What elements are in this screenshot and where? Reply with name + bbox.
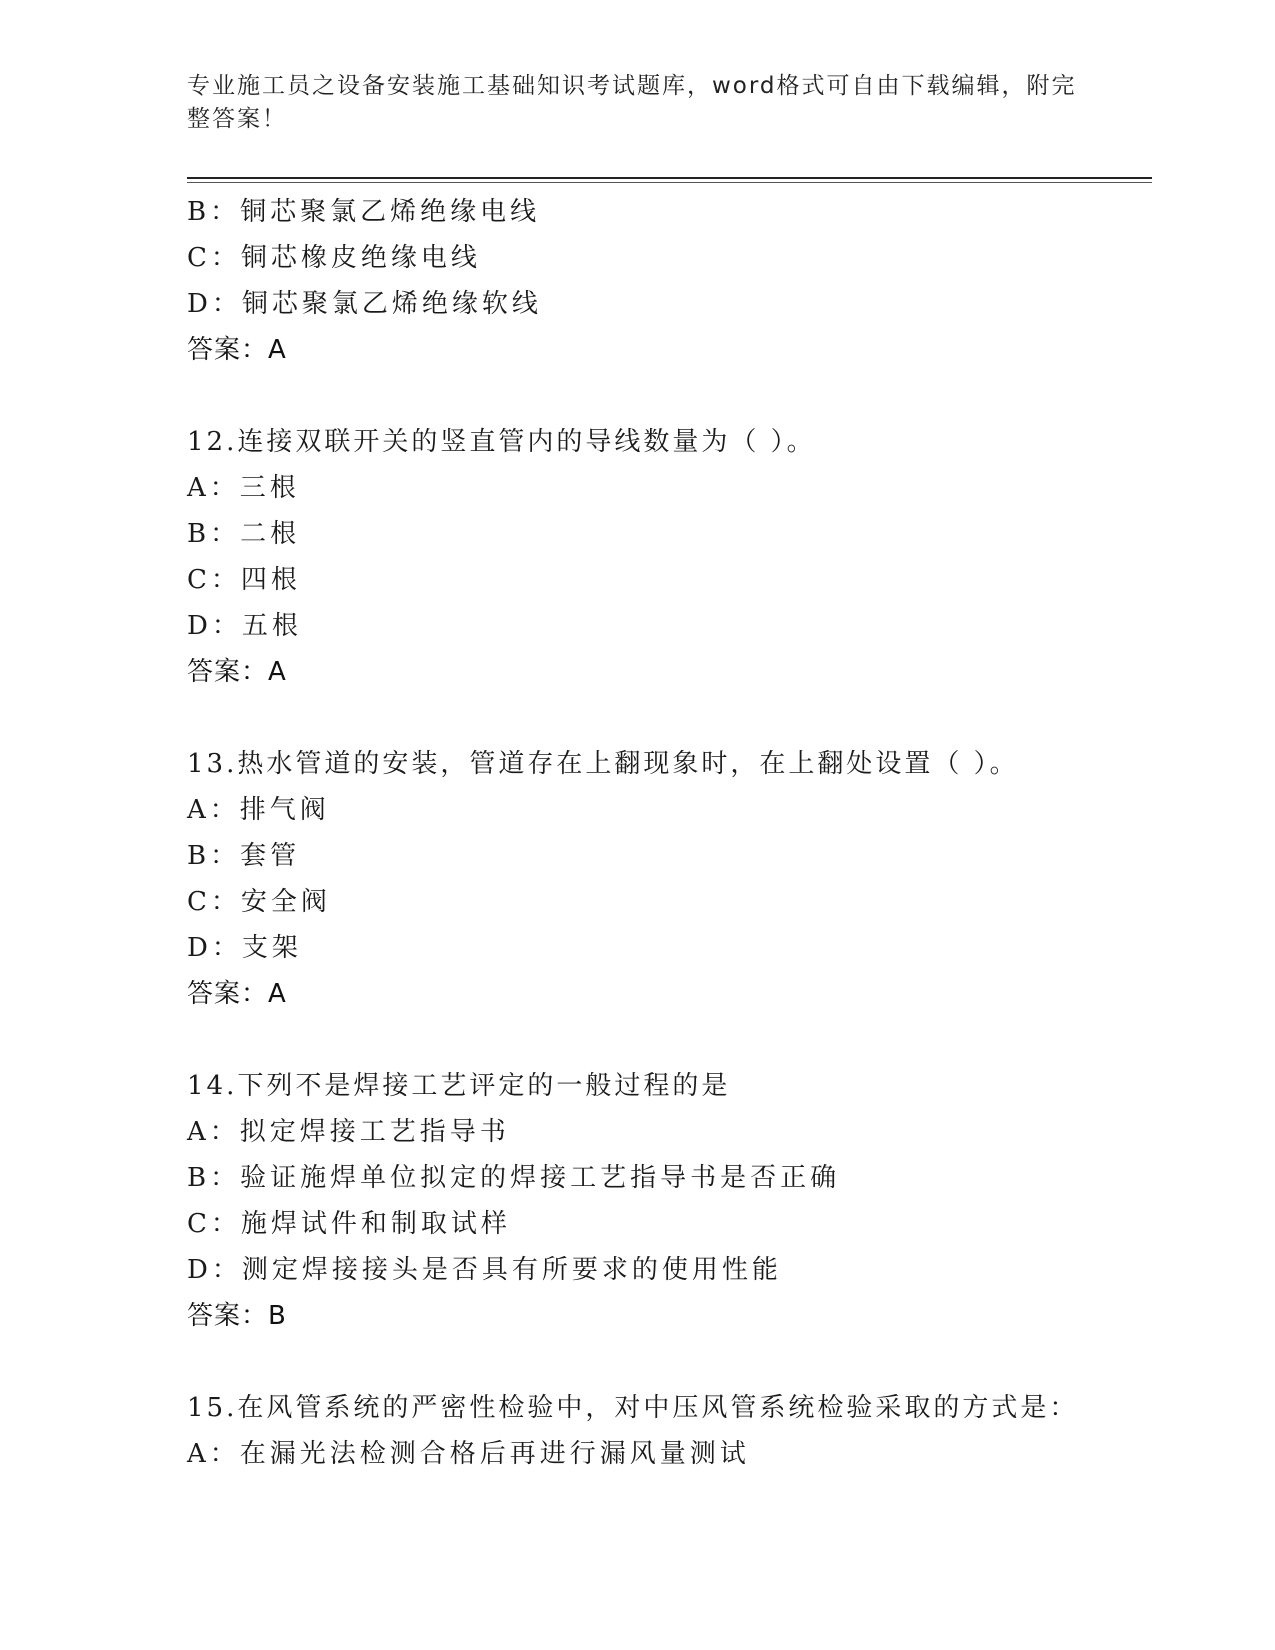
answer-line: 答案：A [187,335,287,365]
option-b: B：铜芯聚氯乙烯绝缘电线 [187,197,541,227]
spacer [187,1017,1152,1063]
spacer [187,373,1152,419]
option-a: A：排气阀 [187,795,330,825]
question-stem: 14.下列不是焊接工艺评定的一般过程的是 [187,1071,731,1101]
answer-line: 答案：B [187,1301,287,1331]
spacer [187,1339,1152,1385]
answer-line: 答案：A [187,979,287,1009]
option-d: D：铜芯聚氯乙烯绝缘软线 [187,289,542,319]
option-c: C：安全阀 [187,887,331,917]
question-14 [187,1063,1152,1339]
question-11-partial [187,189,1152,373]
option-a: A：三根 [187,473,300,503]
option-a: A：拟定焊接工艺指导书 [187,1117,510,1147]
question-stem: 15.在风管系统的严密性检验中，对中压风管系统检验采取的方式是： [187,1393,1079,1423]
option-c: C：铜芯橡皮绝缘电线 [187,243,481,273]
option-b: B：验证施焊单位拟定的焊接工艺指导书是否正确 [187,1163,841,1193]
answer-line: 答案：A [187,657,287,687]
header-divider-thick [187,177,1152,179]
option-b: B：二根 [187,519,301,549]
question-12 [187,419,1152,695]
header-line-1: 专业施工员之设备安装施工基础知识考试题库，word格式可自由下载编辑，附完 [187,73,1077,99]
option-b: B：套管 [187,841,301,871]
question-15 [187,1385,1152,1477]
question-stem: 13.热水管道的安装，管道存在上翻现象时，在上翻处设置（ ）。 [187,749,1019,779]
question-list [187,189,1152,1477]
question-stem: 12.连接双联开关的竖直管内的导线数量为（ ）。 [187,427,816,457]
option-d: D：五根 [187,611,302,641]
option-d: D：测定焊接接头是否具有所要求的使用性能 [187,1255,782,1285]
option-c: C：施焊试件和制取试样 [187,1209,511,1239]
option-a: A：在漏光法检测合格后再进行漏风量测试 [187,1439,750,1469]
document-header [187,70,1087,136]
option-c: C：四根 [187,565,301,595]
header-divider-thin [187,182,1152,183]
spacer [187,695,1152,741]
header-line-2: 整答案！ [187,106,287,132]
question-13 [187,741,1152,1017]
option-d: D：支架 [187,933,302,963]
